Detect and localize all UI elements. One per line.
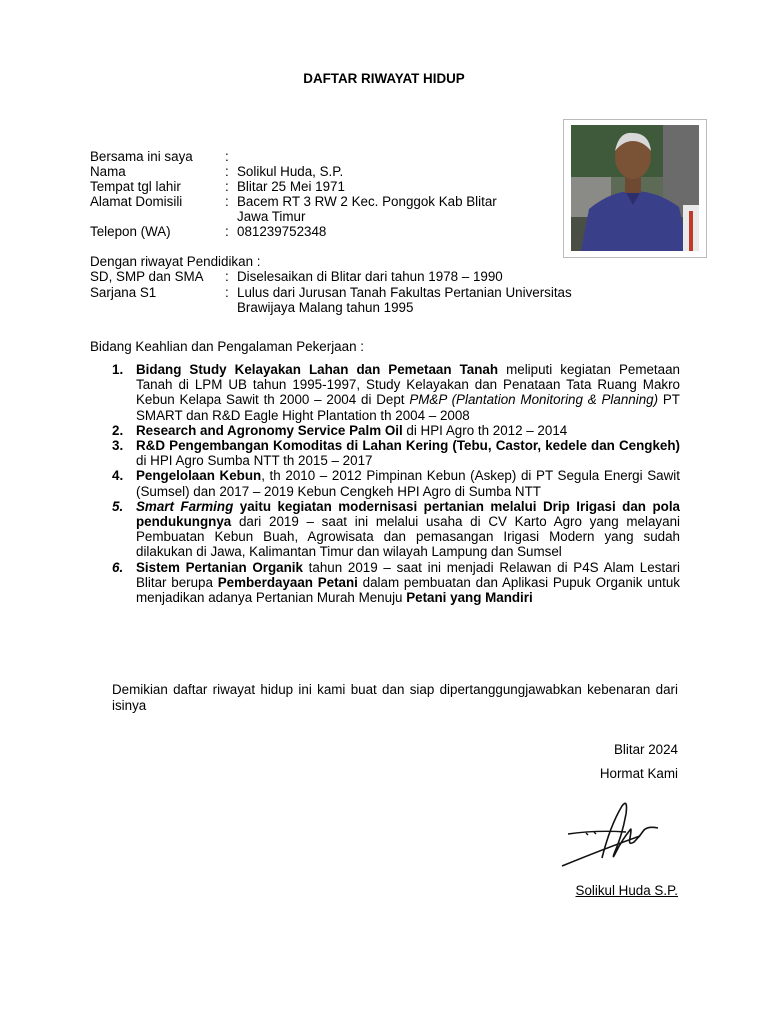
edu-key: SD, SMP dan SMA xyxy=(90,269,204,284)
signature-image xyxy=(556,796,676,872)
colon: : xyxy=(225,149,229,164)
portrait-image xyxy=(571,125,699,251)
colon: : xyxy=(225,224,229,239)
edu-value: Brawijaya Malang tahun 1995 xyxy=(237,300,414,315)
field-key: Nama xyxy=(90,164,126,179)
colon: : xyxy=(225,285,229,300)
intro-label: Bersama ini saya xyxy=(90,149,193,164)
field-value: Solikul Huda, S.P. xyxy=(237,164,344,179)
experience-list xyxy=(112,362,680,605)
list-item: 1. Bidang Study Kelayakan Lahan dan Pemetaan Tanah meliputi kegiatan Pemetaan Tanah di LPM UB tahun 1995-1997, Study Kelayakan dan Penataan Tata Ruang Makro Kebun Kelapa Sawit th 2000 – 2004 di Dept PM&P (Plantation Monitoring & Planning) PT SMART dan R&D Eagle Hight Plantation th 2004 – 2008 xyxy=(112,362,680,423)
field-key: Tempat tgl lahir xyxy=(90,179,181,194)
edu-value: Diselesaikan di Blitar dari tahun 1978 – 1990 xyxy=(237,269,503,284)
colon: : xyxy=(225,194,229,209)
closing-statement: Demikian daftar riwayat hidup ini kami buat dan siap dipertanggungjawabkan kebenaran dari isinya xyxy=(112,682,678,713)
profile-photo xyxy=(563,119,707,258)
colon: : xyxy=(225,269,229,284)
field-key: Alamat Domisili xyxy=(90,194,183,209)
list-item: 2. Research and Agronomy Service Palm Oil di HPI Agro th 2012 – 2014 xyxy=(112,422,568,438)
place-date: Blitar 2024 xyxy=(613,742,678,757)
field-value: Bacem RT 3 RW 2 Kec. Ponggok Kab Blitar xyxy=(237,194,497,209)
regards: Hormat Kami xyxy=(599,766,678,781)
list-item: 5. Smart Farming yaitu kegiatan modernisasi pertanian melalui Drip Irigasi dan pola pendukungnya dari 2019 – saat ini melalui usaha di CV Karto Agro yang melayani Pembuatan Kebun Buah, Agrowisata dan pemasangan Irigasi Modern yang sudah dilakukan di Jawa, Kalimantan Timur dan wilayah Lampung dan Sumsel xyxy=(112,498,680,560)
document-title: DAFTAR RIWAYAT HIDUP xyxy=(303,71,465,86)
signer-name: Solikul Huda S.P. xyxy=(575,883,678,898)
colon: : xyxy=(225,164,229,179)
field-key: Telepon (WA) xyxy=(90,224,171,239)
field-value: 081239752348 xyxy=(237,224,327,239)
edu-value: Lulus dari Jurusan Tanah Fakultas Pertanian Universitas xyxy=(237,285,572,300)
colon: : xyxy=(225,179,229,194)
edu-key: Sarjana S1 xyxy=(90,285,157,300)
list-item: 3. R&D Pengembangan Komoditas di Lahan Kering (Tebu, Castor, kedele dan Cengkeh) di HPI Agro Sumba NTT th 2015 – 2017 xyxy=(112,438,680,469)
list-item: 6. Sistem Pertanian Organik tahun 2019 – saat ini menjadi Relawan di P4S Alam Lestari Blitar berupa Pemberdayaan Petani dalam pembuatan dan Aplikasi Pupuk Organik untuk menjadikan adanya Pertanian Murah Menuju Petani yang Mandiri xyxy=(112,559,680,606)
field-value: Jawa Timur xyxy=(237,209,306,224)
list-item: 4. Pengelolaan Kebun, th 2010 – 2012 Pimpinan Kebun (Askep) di PT Segula Energi Sawit (Sumsel) dan 2017 – 2019 Kebun Cengkeh HPI Agro di Sumba NTT xyxy=(112,468,680,499)
field-value: Blitar 25 Mei 1971 xyxy=(237,179,345,194)
